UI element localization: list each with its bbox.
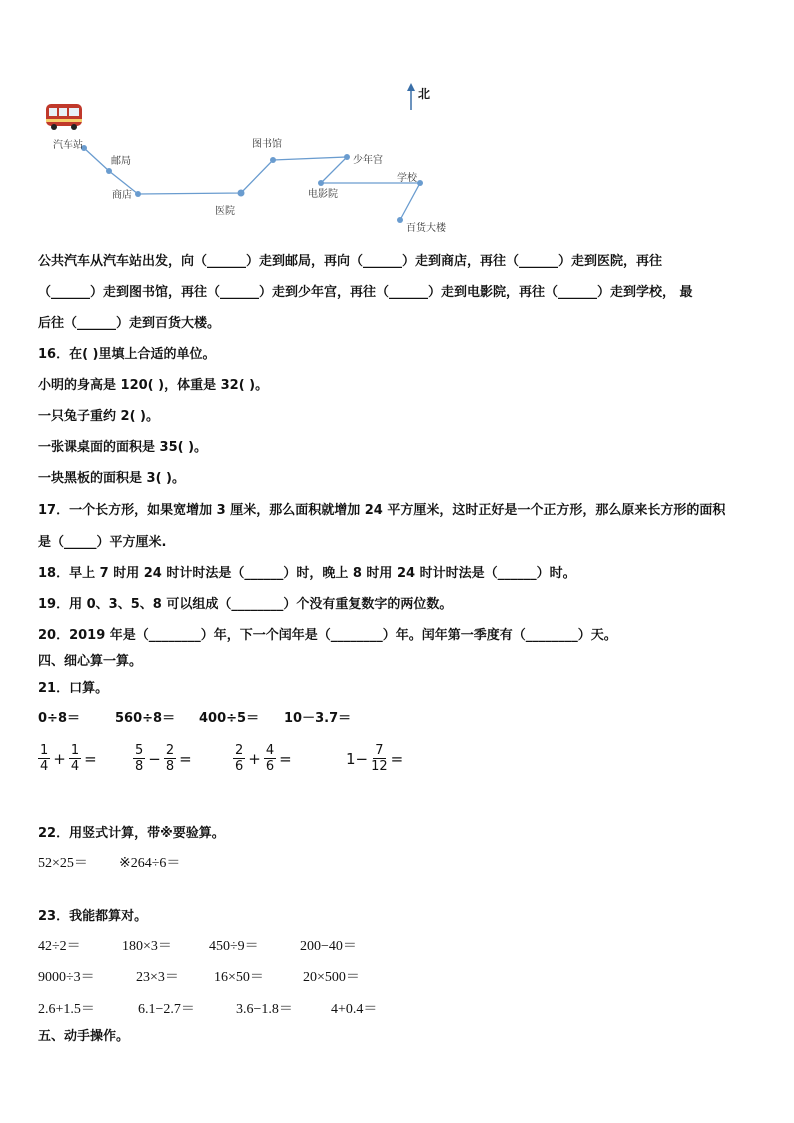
place-hospital: 医院 [215, 206, 235, 217]
fraction-expr: $\frac{5}{8}$ − $\frac{2}{8}$ = [135, 743, 192, 774]
north-arrow-icon [407, 83, 415, 110]
q17-line1: 17．一个长方形，如果宽增加 3 厘米，那么面积就增加 24 平方厘米，这时正好是一个正方形，那么原来长方形的面积 [38, 503, 726, 518]
q15-line3: 后往（______）走到百货大楼。 [38, 316, 221, 331]
q22-item: 52×25＝ [38, 856, 88, 871]
q21-item: 400÷5＝ [199, 711, 260, 726]
place-bus-station: 汽车站 [53, 140, 83, 151]
q23-item: 200−40＝ [300, 939, 357, 954]
place-school: 学校 [397, 173, 417, 184]
fraction-expr: 1− $\frac{7}{12}$ = [346, 743, 404, 774]
fraction-expr: $\frac{2}{6}$ + $\frac{4}{6}$ = [235, 743, 292, 774]
q21-item: 0÷8＝ [38, 711, 80, 726]
q16-d: 一块黑板的面积是 3( )。 [38, 471, 185, 486]
place-cinema: 电影院 [308, 189, 338, 200]
q23-title: 23．我能都算对。 [38, 909, 148, 924]
q21-item: 560÷8＝ [115, 711, 176, 726]
q23-item: 20×500＝ [303, 970, 360, 985]
place-youth-palace: 少年宫 [353, 155, 383, 166]
fraction: $\frac{7}{12}$ [371, 743, 388, 774]
place-shop: 商店 [112, 190, 132, 201]
place-department-store: 百货大楼 [406, 223, 446, 234]
q18: 18．早上 7 时用 24 时计时法是（______）时，晚上 8 时用 24 时计时法是（______）时。 [38, 566, 576, 581]
bus-icon [46, 104, 82, 130]
q15-line1: 公共汽车从汽车站出发，向（______）走到邮局，再向（______）走到商店，再往（______）走到医院，再往 [38, 254, 663, 269]
fraction-expr: $\frac{1}{4}$ + $\frac{1}{4}$ = [40, 743, 97, 774]
q21-title: 21．口算。 [38, 681, 109, 696]
q23-item: 16×50＝ [214, 970, 264, 985]
q23-item: 3.6−1.8＝ [236, 1002, 293, 1017]
q19: 19．用 0、3、5、8 可以组成（________）个没有重复数字的两位数。 [38, 597, 453, 612]
q16-b: 一只兔子重约 2( )。 [38, 409, 159, 424]
fraction: $\frac{4}{6}$ [265, 743, 275, 774]
q23-item: 450÷9＝ [209, 939, 259, 954]
fraction: $\frac{1}{4}$ [40, 743, 49, 774]
q16-c: 一张课桌面的面积是 35( )。 [38, 440, 208, 455]
q21-item: 10－3.7＝ [284, 711, 352, 726]
q16-a: 小明的身高是 120( )，体重是 32( )。 [38, 378, 269, 393]
q23-item: 6.1−2.7＝ [138, 1002, 195, 1017]
route-lines [0, 0, 794, 240]
q23-item: 180×3＝ [122, 939, 172, 954]
q16-title: 16．在( )里填上合适的单位。 [38, 347, 216, 362]
fraction: $\frac{5}{8}$ [135, 743, 144, 774]
fraction: $\frac{2}{6}$ [235, 743, 244, 774]
q23-item: 23×3＝ [136, 970, 179, 985]
q23-item: 2.6+1.5＝ [38, 1002, 95, 1017]
q17-line2: 是（_____）平方厘米. [38, 535, 167, 550]
q22-title: 22．用竖式计算，带※要验算。 [38, 826, 225, 841]
q15-line2: （______）走到图书馆，再往（______）走到少年宫，再往（______）走到电影院，再往（______）走到学校， 最 [38, 285, 693, 300]
north-label: 北 [418, 87, 431, 101]
fraction: $\frac{1}{4}$ [70, 743, 80, 774]
q23-item: 4+0.4＝ [331, 1002, 378, 1017]
q23-item: 42÷2＝ [38, 939, 81, 954]
section-4-heading: 四、细心算一算。 [38, 654, 143, 669]
q20: 20．2019 年是（________）年，下一个闰年是（________）年。闰年第一季度有（________）天。 [38, 628, 617, 643]
q23-item: 9000÷3＝ [38, 970, 95, 985]
section-5-heading: 五、动手操作。 [38, 1029, 130, 1044]
place-post-office: 邮局 [111, 156, 131, 167]
q22-item: ※264÷6＝ [119, 856, 181, 871]
fraction: $\frac{2}{8}$ [165, 743, 175, 774]
place-library: 图书馆 [252, 139, 282, 150]
